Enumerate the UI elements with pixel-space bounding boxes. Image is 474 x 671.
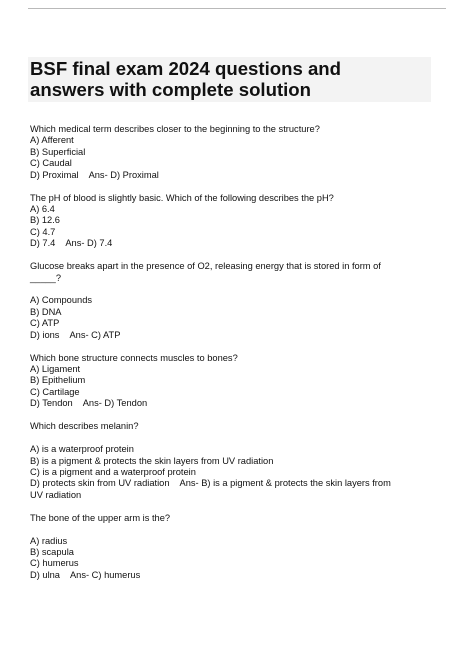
answer-key: Ans- B) is a pigment & protects the skin layers from UV radiation <box>30 478 391 500</box>
option-text: A) Afferent <box>30 135 74 146</box>
answer-key: Ans- C) humerus <box>69 569 141 580</box>
option-text: B) scapula <box>30 546 74 557</box>
answer-option <box>30 456 450 467</box>
option-text: D) ulna <box>30 569 60 580</box>
option-text: C) humerus <box>30 558 79 569</box>
option-text: C) Cartilage <box>30 386 80 397</box>
answer-key: Ans- D) Tendon <box>82 398 148 409</box>
option-text: C) ATP <box>30 318 60 329</box>
answer-option <box>30 227 450 238</box>
option-text: B) DNA <box>30 306 62 317</box>
answer-option <box>30 295 450 306</box>
document-title: BSF final exam 2024 questions and answers with complete solution <box>30 58 342 100</box>
answer-option <box>30 135 450 146</box>
question-list <box>30 124 450 593</box>
question-text: Which bone structure connects muscles to bones? <box>30 352 238 363</box>
answer-option <box>30 536 450 547</box>
question-text: The pH of blood is slightly basic. Which of the following describes the pH? <box>30 192 334 203</box>
option-text: D) ions <box>30 329 60 340</box>
answer-option <box>30 158 450 169</box>
answer-option <box>30 478 450 501</box>
option-text: D) 7.4 <box>30 238 56 249</box>
option-text: B) 12.6 <box>30 215 60 226</box>
option-text: B) Superficial <box>30 146 86 157</box>
answer-option <box>30 330 450 341</box>
answer-option <box>30 147 450 158</box>
option-text: B) Epithelium <box>30 375 86 386</box>
option-text: C) is a pigment and a waterproof protein <box>30 466 196 477</box>
answer-option <box>30 467 450 478</box>
option-text: D) Proximal <box>30 169 79 180</box>
option-text: C) Caudal <box>30 158 72 169</box>
question-block <box>30 513 450 581</box>
top-rule <box>28 8 446 9</box>
question-text: The bone of the upper arm is the? <box>30 512 171 523</box>
question-text: Which medical term describes closer to the beginning to the structure? <box>30 124 320 134</box>
answer-key: Ans- C) ATP <box>69 329 121 340</box>
option-text: A) radius <box>30 535 68 546</box>
question-block <box>30 261 450 341</box>
question-text: Glucose breaks apart in the presence of O2, releasing energy that is stored in form of _____? <box>30 261 381 283</box>
answer-option <box>30 204 450 215</box>
answer-option <box>30 547 450 558</box>
option-text: A) Compounds <box>30 295 93 306</box>
answer-option <box>30 375 450 386</box>
answer-option <box>30 170 450 181</box>
answer-option <box>30 364 450 375</box>
question-text: Which describes melanin? <box>30 421 139 432</box>
answer-option <box>30 238 450 249</box>
answer-option <box>30 558 450 569</box>
answer-key: Ans- D) 7.4 <box>65 238 113 249</box>
answer-option <box>30 215 450 226</box>
option-text: B) is a pigment & protects the skin layers from UV radiation <box>30 455 274 466</box>
answer-option <box>30 318 450 329</box>
option-text: D) protects skin from UV radiation <box>30 478 170 489</box>
question-block <box>30 353 450 410</box>
answer-option <box>30 307 450 318</box>
question-block <box>30 193 450 250</box>
answer-option <box>30 444 450 455</box>
question-block <box>30 124 450 181</box>
answer-option <box>30 387 450 398</box>
question-block <box>30 421 450 501</box>
answer-option <box>30 398 450 409</box>
answer-key: Ans- D) Proximal <box>88 169 159 180</box>
option-text: A) 6.4 <box>30 204 55 215</box>
option-text: D) Tendon <box>30 398 73 409</box>
option-text: C) 4.7 <box>30 226 56 237</box>
option-text: A) is a waterproof protein <box>30 444 134 455</box>
option-text: A) Ligament <box>30 364 81 375</box>
answer-option <box>30 570 450 581</box>
